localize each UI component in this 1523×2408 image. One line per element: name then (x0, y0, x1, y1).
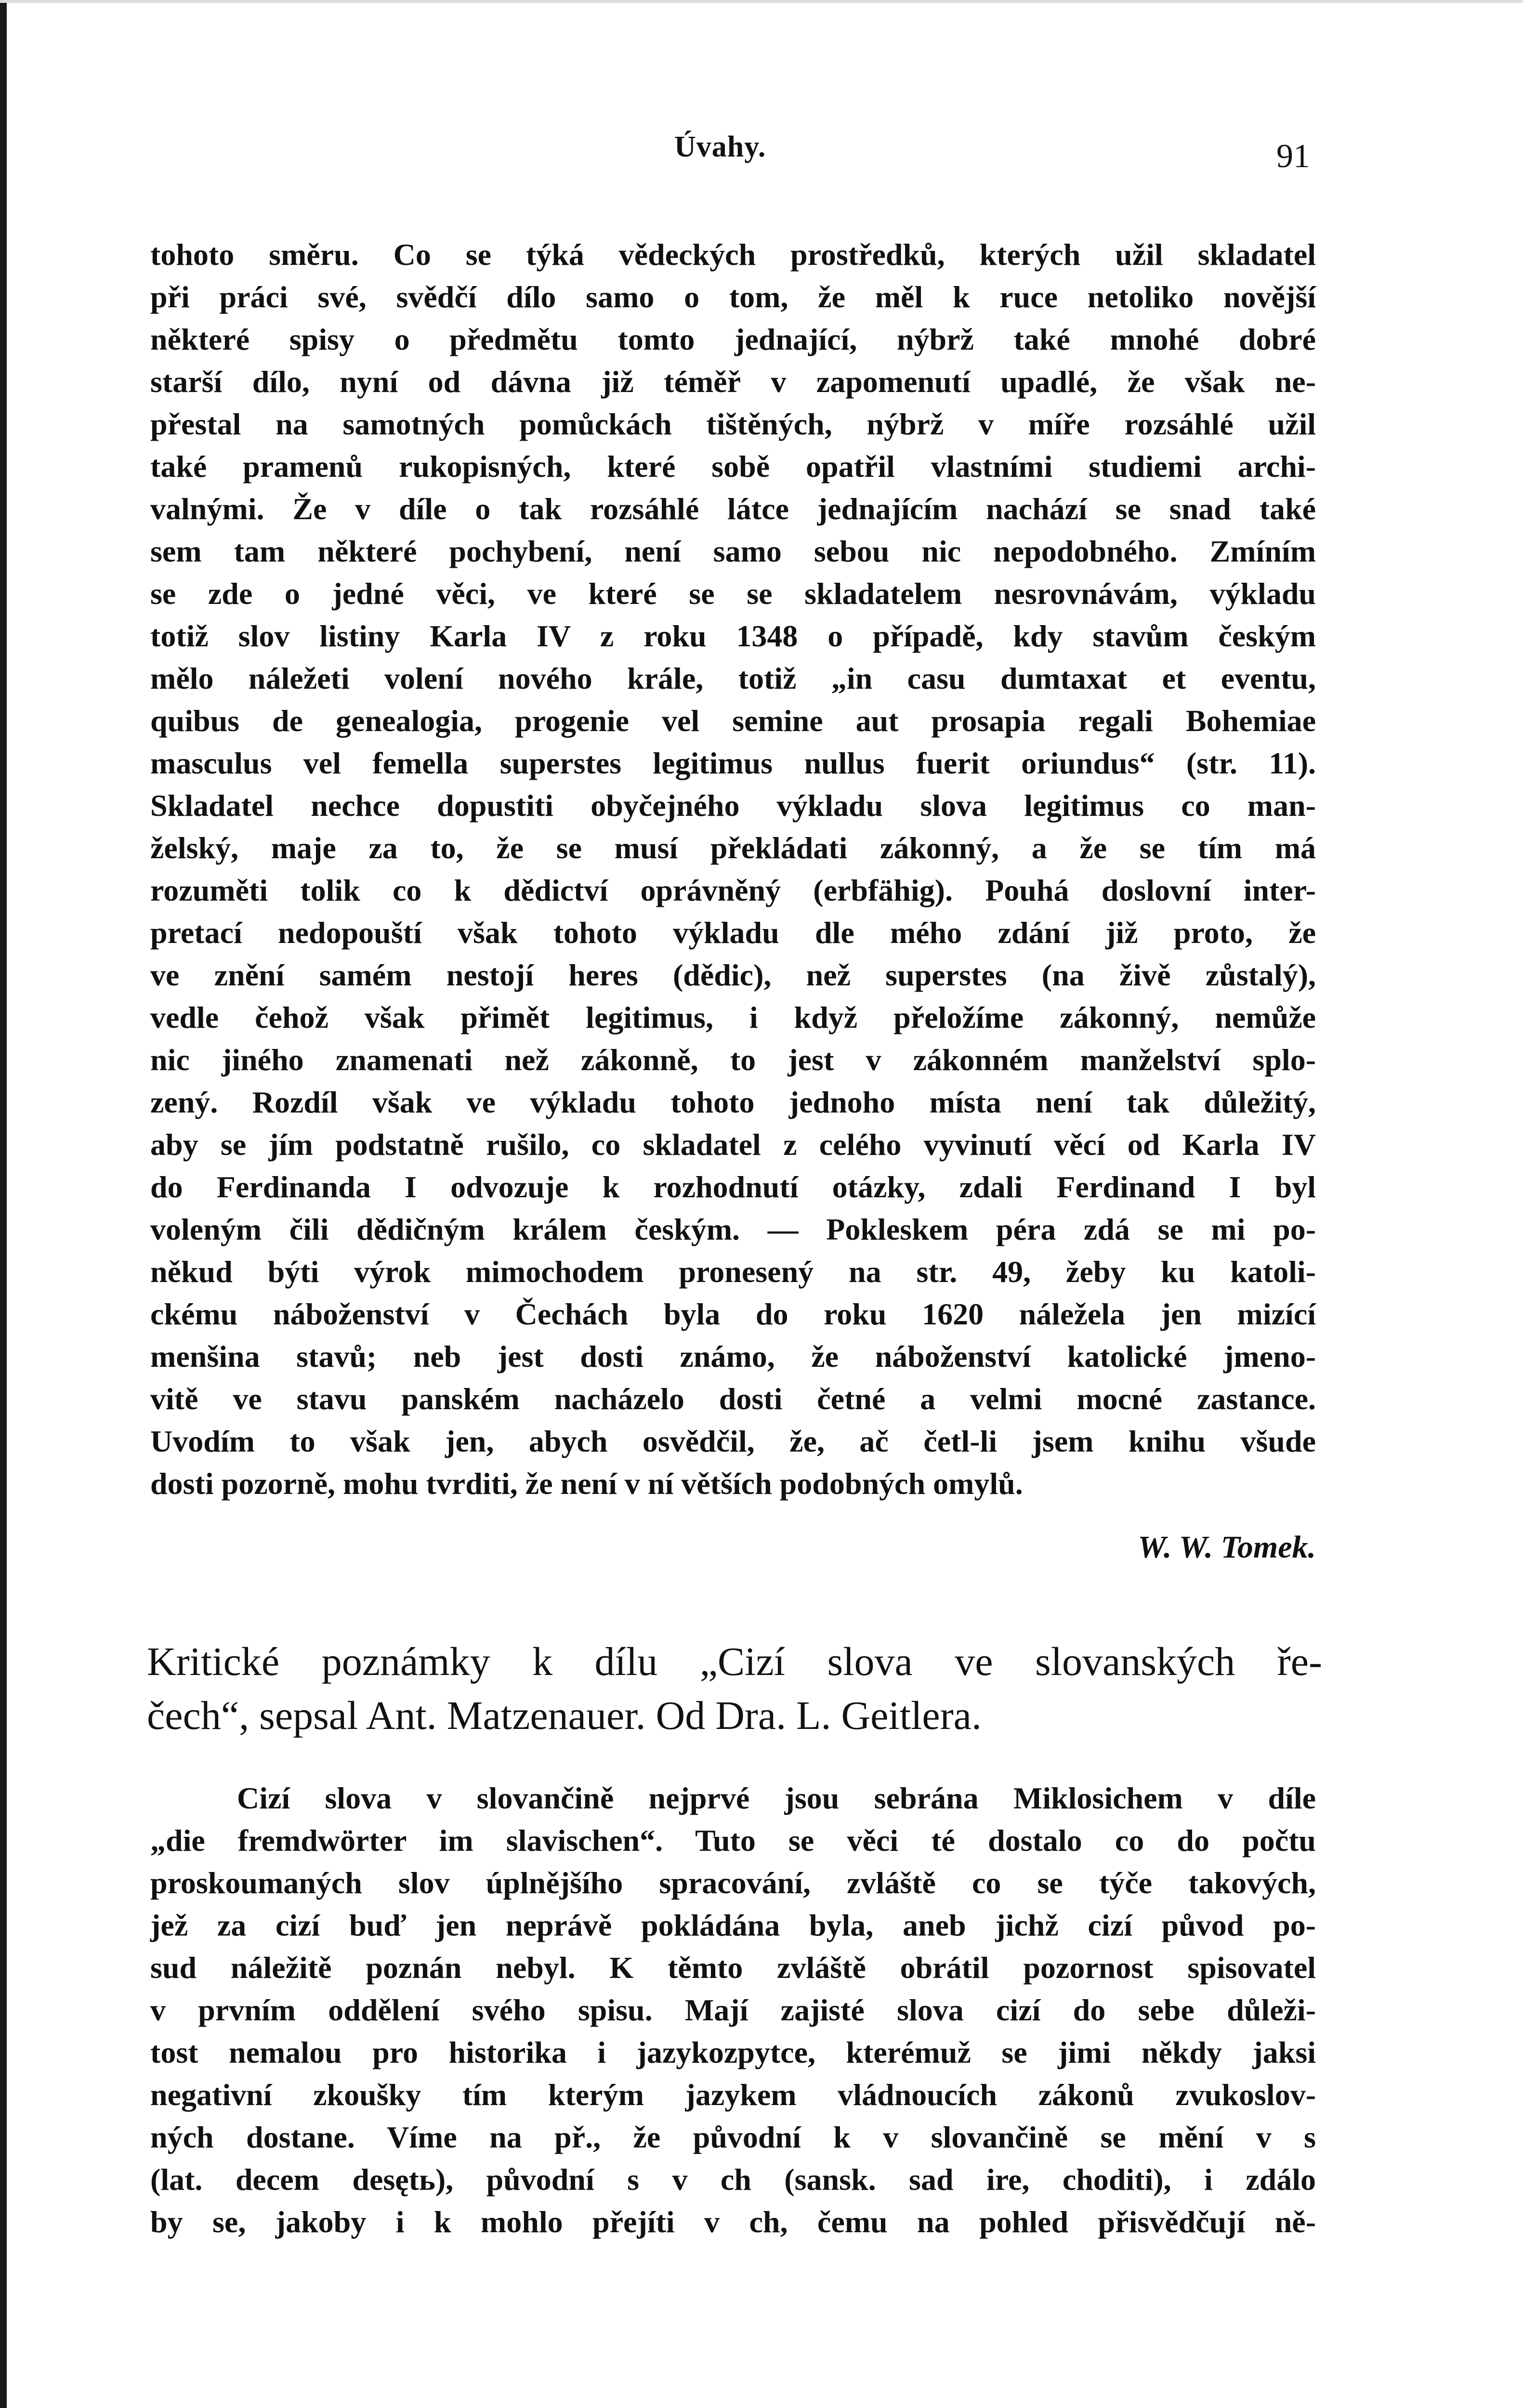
text-line: Cizí slova v slovančině nejprvé jsou sebrána Miklosichem v díle (237, 1781, 1316, 1815)
scan-edge (0, 0, 7, 2408)
text-line: voleným čili dědičným králem českým. — Pokleskem péra zdá se mi po- (150, 1212, 1316, 1246)
text-line: proskoumaných slov úplnějšího spracování, zvláště co se týče takových, (150, 1866, 1316, 1900)
author-signature: W. W. Tomek. (1138, 1530, 1316, 1565)
text-line: vedle čehož však přimět legitimus, i když přeložíme zákonný, nemůže (150, 1000, 1316, 1034)
text-line: nic jiného znamenati než zákonně, to jest v zákonném manželství splo- (150, 1043, 1316, 1077)
text-line: někud býti výrok mimochodem pronesený na str. 49, žeby ku katoli- (150, 1255, 1316, 1289)
page-number: 91 (1276, 138, 1310, 175)
text-line: ckému náboženství v Čechách byla do roku 1620 náležela jen mizící (150, 1297, 1316, 1331)
section-title (147, 1635, 1322, 1743)
review-text-block (150, 234, 1316, 1505)
text-line: některé spisy o předmětu tomto jednající, nýbrž také mnohé dobré (150, 322, 1316, 356)
text-line: dosti pozorně, mohu tvrditi, že není v ní větších podobných omylů. (150, 1466, 1023, 1501)
text-line: by se, jakoby i k mohlo přejíti v ch, čemu na pohled přisvědčují ně- (150, 2205, 1316, 2239)
running-head: Úvahy. (674, 131, 766, 163)
text-line: ve znění samém nestojí heres (dědic), než superstes (na živě zůstalý), (150, 958, 1316, 992)
text-line: vitě ve stavu panském nacházelo dosti četné a velmi mocné zastance. (150, 1382, 1316, 1416)
scan-edge-top (0, 0, 1523, 3)
text-line: aby se jím podstatně rušilo, co skladatel z celého vyvinutí věcí od Karla IV (150, 1127, 1316, 1162)
text-line: mělo náležeti volení nového krále, totiž „in casu dumtaxat et eventu, (150, 661, 1316, 695)
text-line: quibus de genealogia, progenie vel semine aut prosapia regali Bohemiae (150, 704, 1316, 738)
text-line: sem tam některé pochybení, není samo sebou nic nepodobného. Zmíním (150, 534, 1316, 568)
text-line: totiž slov listiny Karla IV z roku 1348 o případě, kdy stavům českým (150, 619, 1316, 653)
text-line: sud náležitě poznán nebyl. K těmto zvláště obrátil pozornost spisovatel (150, 1950, 1316, 1985)
section-title-line: Kritické poznámky k dílu „Cizí slova ve slovanských ře- (147, 1639, 1322, 1684)
text-line: do Ferdinanda I odvozuje k rozhodnutí otázky, zdali Ferdinand I byl (150, 1170, 1316, 1204)
text-line: Skladatel nechce dopustiti obyčejného výkladu slova legitimus co man- (150, 788, 1316, 823)
text-line: negativní zkoušky tím kterým jazykem vládnoucích zákonů zvukoslov- (150, 2078, 1316, 2112)
text-line: při práci své, svědčí dílo samo o tom, že měl k ruce netoliko novější (150, 280, 1316, 314)
text-line: také pramenů rukopisných, které sobě opatřil vlastními studiemi archi- (150, 449, 1316, 484)
text-line: se zde o jedné věci, ve které se se skladatelem nesrovnávám, výkladu (150, 576, 1316, 611)
text-line: jež za cizí buď jen neprávě pokládána byla, aneb jichž cizí původ po- (150, 1908, 1316, 1942)
text-line: rozuměti tolik co k dědictví oprávněný (erbfähig). Pouhá doslovní inter- (150, 873, 1316, 907)
text-line: zený. Rozdíl však ve výkladu tohoto jednoho místa není tak důležitý, (150, 1085, 1316, 1119)
text-line: menšina stavů; neb jest dosti známo, že náboženství katolické jmeno- (150, 1339, 1316, 1374)
text-line: Uvodím to však jen, abych osvědčil, že, ač četl-li jsem knihu všude (150, 1424, 1316, 1458)
text-line: v prvním oddělení svého spisu. Mají zajisté slova cizí do sebe důleži- (150, 1993, 1316, 2027)
text-line: tost nemalou pro historika i jazykozpytce, kterémuž se jimi někdy jaksi (150, 2035, 1316, 2069)
text-line: ných dostane. Víme na př., že původní k v slovančině se mění v s (150, 2120, 1316, 2154)
text-line: „die fremdwörter im slavischen“. Tuto se věci té dostalo co do počtu (150, 1823, 1316, 1858)
text-line: masculus vel femella superstes legitimus nullus fuerit oriundus“ (str. 11). (150, 746, 1316, 780)
text-line: starší dílo, nyní od dávna již téměř v zapomenutí upadlé, že však ne- (150, 365, 1316, 399)
text-line: tohoto směru. Co se týká vědeckých prostředků, kterých užil skladatel (150, 237, 1316, 272)
text-line: (lat. decem desętь), původní s v ch (sansk. sad ire, choditi), i zdálo (150, 2162, 1316, 2197)
text-line: želský, maje za to, že se musí překládati zákonný, a že se tím má (150, 831, 1316, 865)
section-title-line: čech“, sepsal Ant. Matzenauer. Od Dra. L. Geitlera. (147, 1693, 982, 1738)
section-text-block (150, 1777, 1316, 2243)
text-line: valnými. Že v díle o tak rozsáhlé látce jednajícím nachází se snad také (150, 492, 1316, 526)
text-line: pretací nedopouští však tohoto výkladu dle mého zdání již proto, že (150, 916, 1316, 950)
text-line: přestal na samotných pomůckách tištěných, nýbrž v míře rozsáhlé užil (150, 407, 1316, 441)
